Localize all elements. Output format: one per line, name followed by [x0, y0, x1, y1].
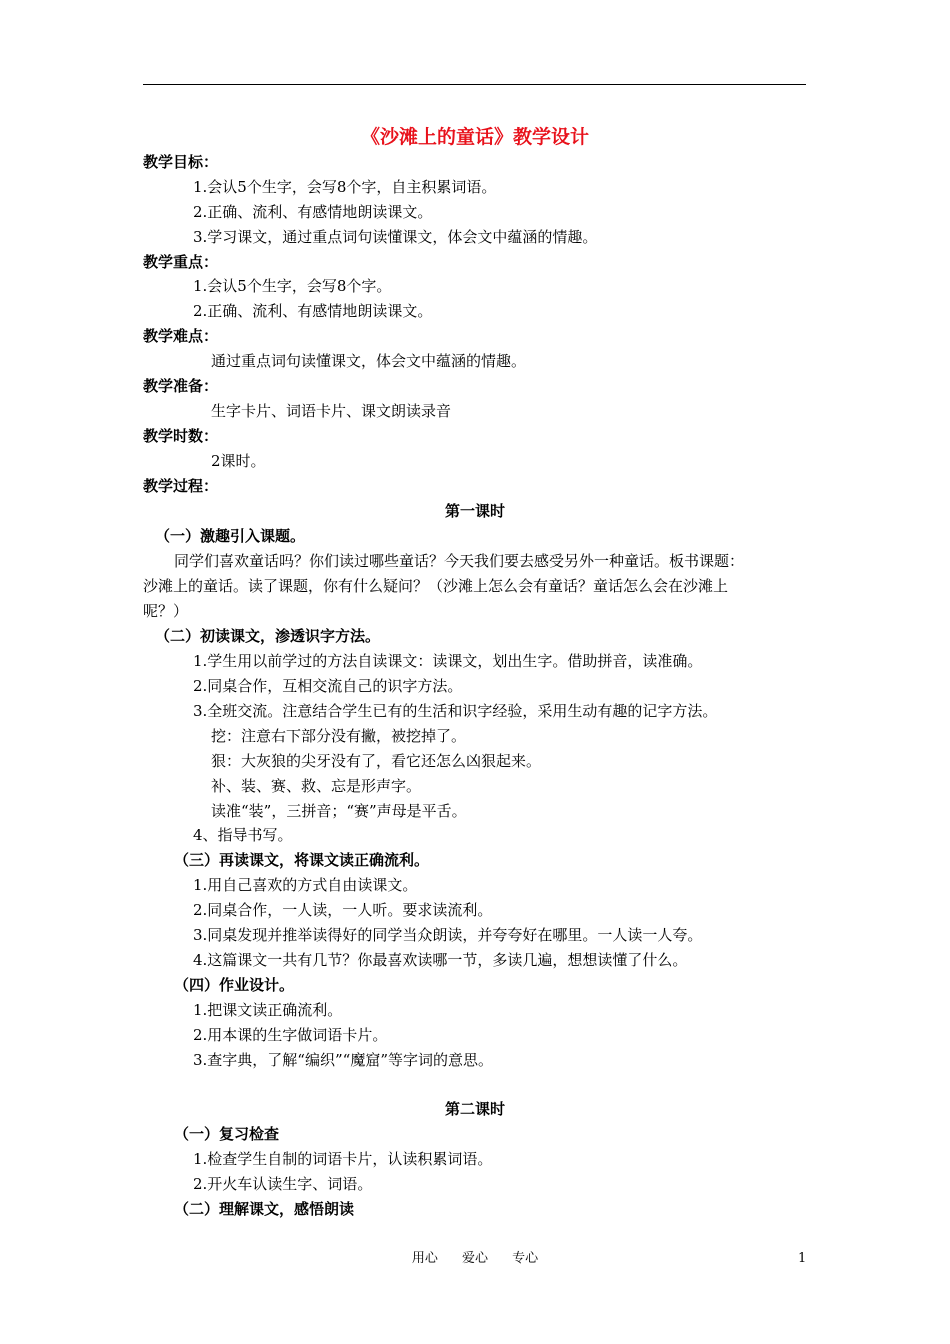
list-item: 4.这篇课文一共有几节？你最喜欢读哪一节，多读几遍，想想读懂了什么。 — [193, 951, 688, 969]
lesson1-part4-heading: （四）作业设计。 — [174, 976, 295, 994]
time-text: 2课时。 — [211, 452, 266, 470]
footer-word: 用心 — [411, 1251, 438, 1266]
prep-text: 生字卡片、词语卡片、课文朗读录音 — [211, 402, 452, 420]
page-footer — [0, 1250, 950, 1268]
goal-item: 3.学习课文，通过重点词句读懂课文，体会文中蕴涵的情趣。 — [193, 228, 598, 246]
header-rule — [143, 84, 806, 85]
paragraph-line: 同学们喜欢童话吗？你们读过哪些童话？今天我们要去感受另外一种童话。板书课题： — [174, 552, 745, 570]
list-item: 3.全班交流。注意结合学生已有的生活和识字经验，采用生动有趣的记字方法。 — [193, 702, 718, 720]
sub-item: 挖：注意右下部分没有撇，被挖掉了。 — [211, 727, 467, 745]
paragraph-line: 沙滩上的童话。读了课题，你有什么疑问？（沙滩上怎么会有童话？童话怎么会在沙滩上 — [143, 577, 729, 595]
footer-word: 爱心 — [461, 1251, 488, 1266]
lesson1-part3-heading: （三）再读课文，将课文读正确流利。 — [174, 851, 430, 869]
list-item: 2.用本课的生字做词语卡片。 — [193, 1026, 388, 1044]
goal-item: 1.会认5个生字，会写8个字，自主积累词语。 — [193, 178, 497, 196]
goal-item: 2.正确、流利、有感情地朗读课文。 — [193, 203, 433, 221]
sub-item: 读准“装”，三拼音；“赛”声母是平舌。 — [211, 802, 467, 820]
sub-item: 补、装、赛、救、忘是形声字。 — [211, 777, 422, 795]
key-item: 1.会认5个生字，会写8个字。 — [193, 277, 392, 295]
list-item: 4、指导书写。 — [193, 826, 293, 844]
list-item: 2.同桌合作，互相交流自己的识字方法。 — [193, 677, 463, 695]
lesson2-title: 第二课时 — [444, 1100, 505, 1118]
page-number: 1 — [798, 1251, 807, 1266]
list-item: 1.用自己喜欢的方式自由读课文。 — [193, 876, 418, 894]
list-item: 1.学生用以前学过的方法自读课文：读课文，划出生字。借助拼音，读准确。 — [193, 652, 703, 670]
list-item: 1.检查学生自制的词语卡片，认读积累词语。 — [193, 1150, 493, 1168]
key-item: 2.正确、流利、有感情地朗读课文。 — [193, 302, 433, 320]
list-item: 1.把课文读正确流利。 — [193, 1001, 343, 1019]
difficult-heading: 教学难点： — [143, 327, 219, 345]
process-heading: 教学过程： — [143, 477, 219, 495]
list-item: 2.同桌合作，一人读，一人听。要求读流利。 — [193, 901, 493, 919]
footer-word: 专心 — [512, 1251, 539, 1266]
lesson1-title: 第一课时 — [444, 502, 505, 520]
list-item: 3.查字典，了解“编织”“魔窟”等字词的意思。 — [193, 1051, 493, 1069]
prep-heading: 教学准备： — [143, 377, 219, 395]
time-heading: 教学时数： — [143, 427, 219, 445]
lesson2-part1-heading: （一）复习检查 — [174, 1125, 280, 1143]
paragraph-line: 呢？） — [143, 602, 189, 620]
difficult-text: 通过重点词句读懂课文，体会文中蕴涵的情趣。 — [211, 352, 527, 370]
sub-item: 狠：大灰狼的尖牙没有了，看它还怎么凶狠起来。 — [211, 752, 542, 770]
key-heading: 教学重点： — [143, 253, 219, 271]
lesson2-part2-heading: （二）理解课文，感悟朗读 — [174, 1200, 355, 1218]
lesson1-part2-heading: （二）初读课文，渗透识字方法。 — [155, 627, 381, 645]
document-title: 《沙滩上的童话》教学设计 — [360, 126, 589, 148]
lesson1-part1-heading: （一）激趣引入课题。 — [155, 527, 306, 545]
list-item: 3.同桌发现并推举读得好的同学当众朗读，并夸夸好在哪里。一人读一人夸。 — [193, 926, 703, 944]
goals-heading: 教学目标： — [143, 153, 219, 171]
list-item: 2.开火车认读生字、词语。 — [193, 1175, 373, 1193]
